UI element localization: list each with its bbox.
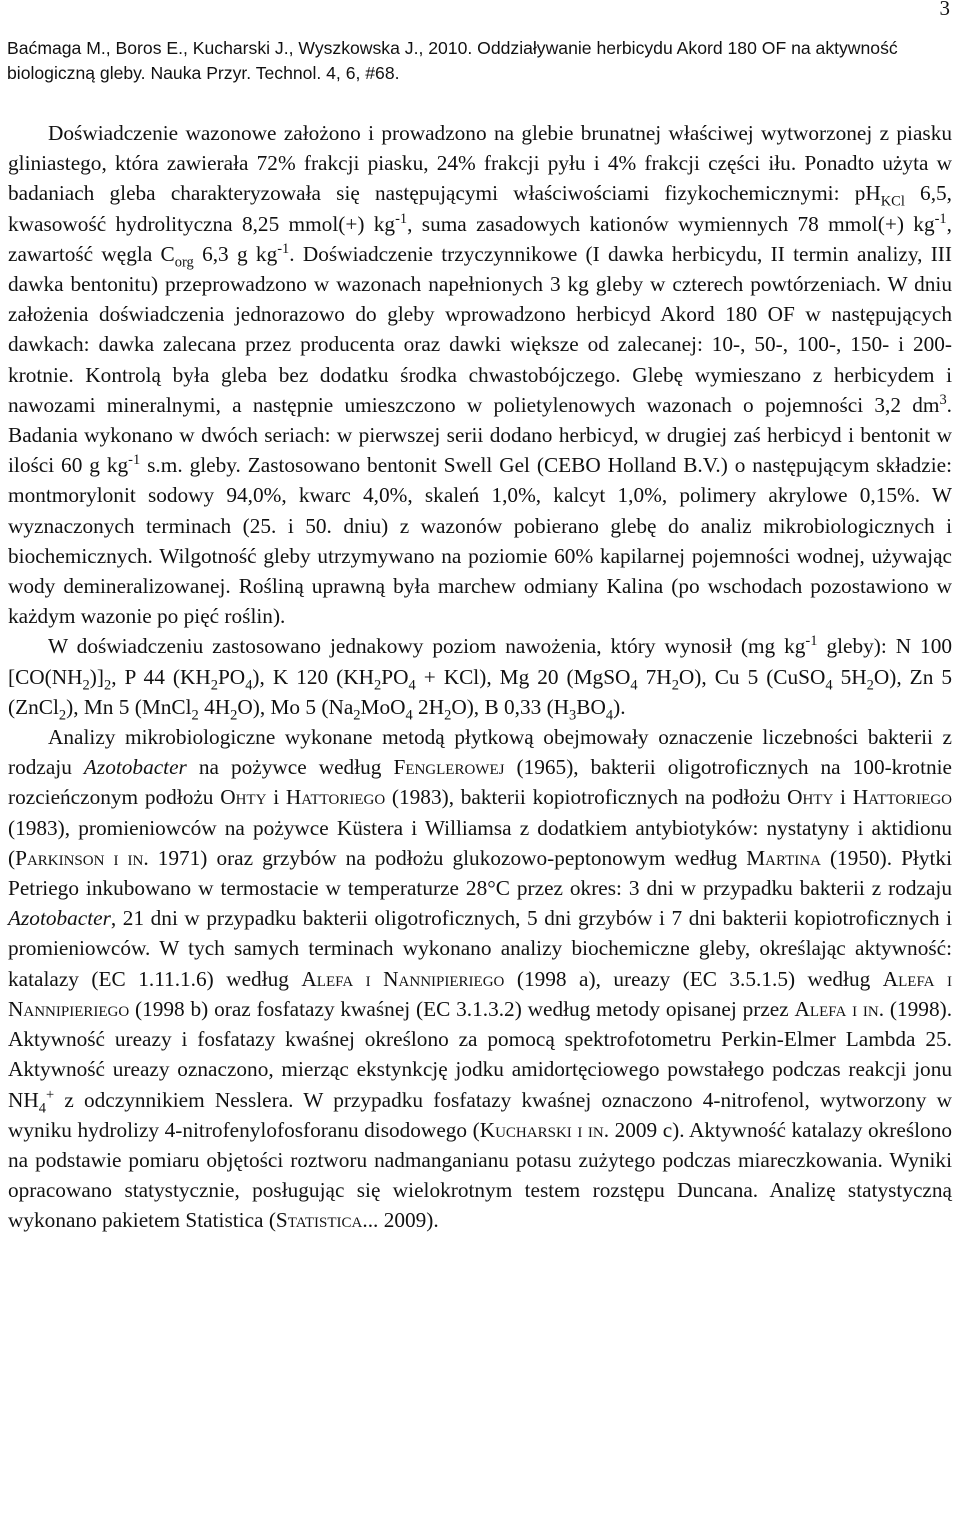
author-citation: Alefa i Nannipieriego (301, 966, 505, 991)
author-citation: Martina (746, 845, 821, 870)
author-citation: Ohty (787, 785, 834, 810)
paragraph-methods (8, 118, 952, 631)
superscript: + (46, 1086, 55, 1103)
subscript: 2 (210, 676, 218, 693)
text-run: PO (381, 664, 409, 689)
text-run: . Doświadczenie trzyczynnikowe (I dawka herbicydu, II termin analizy, III dawka bentonitu) przeprowadzono w wazonach napełnionych 3 kg gleby w czterech powtórzeniach. W dniu założenia doświadczenia jednorazowo do gleby wprowadzono herbicyd Akord 180 OF w następujących dawkach: dawka zalecana przez producenta oraz dawki większe od zalecanej: 10-, 50-, 100-, 150- i 200-krotnie. Kontrolą była gleba bez dodatku środka chwastobójczego. Glebę wymieszano z herbicydem i nawozami mineralnymi, a następnie umieszczono w polietylenowych wazonach o pojemności 3,2 dm (8, 241, 952, 417)
author-citation: Alefa i Nannipieriego (8, 966, 952, 1021)
text-run: 6,3 g kg (193, 241, 278, 266)
paragraph-fertilization (8, 631, 952, 722)
text-run: ... 2009). (362, 1208, 439, 1233)
subscript: KCl (880, 193, 905, 210)
author-citation: Kucharski i in. (479, 1117, 610, 1142)
text-run: O), B 0,33 (H (451, 694, 570, 719)
text-run: i (266, 785, 286, 810)
subscript: 4 (630, 676, 638, 693)
citation-line-1: Baćmaga M., Boros E., Kucharski J., Wyszkowska J., 2010. Oddziaływanie herbicydu Akord 180 OF na aktywność (7, 38, 898, 58)
text-run: O), Cu 5 (CuSO (678, 664, 826, 689)
superscript: -1 (395, 210, 408, 227)
text-run: Doświadczenie wazonowe założono i prowadzono na glebie brunatnej właściwej wytworzonej z piasku gliniastego, która zawierała 72% frakcji piasku, 24% frakcji pyłu i 4% frakcji części iłu. Ponadto użyta w badaniach gleba charakteryzowała się następującymi właściwościami fizykochemicznymi: pH (8, 121, 952, 206)
page-number: 3 (939, 0, 950, 20)
text-run: (1983), promieniowców na pożywce Küstera i Williamsa z dodatkiem antybiotyków: nystatyny i aktidionu ( (8, 815, 952, 870)
superscript: -1 (805, 633, 818, 650)
subscript: 2 (671, 676, 679, 693)
italic-genus: Azotobacter (83, 755, 187, 780)
text-run: na pożywce według (186, 755, 394, 780)
subscript: 4 (825, 676, 833, 693)
italic-genus: Azotobacter (8, 906, 111, 931)
text-run: (1965), bakterii oligotroficznych na 100-krotnie rozcieńczonym podłożu (8, 755, 953, 810)
subscript: 2 (103, 676, 112, 693)
text-run: BO (576, 694, 606, 719)
text-run: PO (217, 664, 246, 689)
subscript: 2 (230, 707, 238, 724)
text-run: O), Mo 5 (Na (237, 694, 354, 719)
paragraph-analyses (8, 722, 952, 1235)
subscript: 2 (191, 707, 199, 724)
superscript: 3 (939, 391, 947, 408)
subscript: 4 (38, 1099, 46, 1116)
subscript: 4 (408, 676, 416, 693)
text-run: 4H (198, 694, 231, 719)
superscript: -1 (128, 452, 141, 469)
text-run: (1950). Płytki Petriego inkubowano w termostacie w temperaturze 28°C przez okres: 3 dni w przypadku bakterii z rodzaju (8, 845, 952, 901)
text-run: 7H (637, 664, 672, 689)
text-run: ), Mn 5 (MnCl (66, 694, 192, 719)
subscript: 4 (245, 676, 253, 693)
author-citation: Hattoriego (285, 785, 386, 810)
text-run: 1971) oraz grzybów na podłożu glukozowo-peptonowym według (148, 845, 747, 870)
text-run: (1998). Aktywność ureazy i fosfatazy kwaśnej określono za pomocą spektrofotometru Perkin-Elmer Lambda 25. Aktywność ureazy oznaczono, mierząc ekstynkcję jodku amidortęciowego powstałego podczas reakcji jonu NH (8, 996, 953, 1112)
subscript: 4 (405, 707, 413, 724)
subscript: 2 (58, 707, 67, 724)
author-citation: Alefa i in. (794, 996, 885, 1021)
citation-line-2: biologiczną gleby. Nauka Przyr. Technol. 4, 6, #68. (7, 63, 400, 83)
text-run: 2H (412, 694, 445, 719)
author-citation: Hattoriego (852, 785, 952, 810)
text-run: (1998 a), ureazy (EC 3.5.1.5) według (504, 966, 883, 991)
author-citation: Ohty (220, 785, 267, 810)
text-run: MoO (360, 694, 406, 719)
author-citation: Fenglerowej (393, 755, 505, 780)
text-run: s.m. gleby. Zastosowano bentonit Swell Gel (CEBO Holland B.V.) o następującym składzie: montmorylonit sodowy 94,0%, kwarc 4,0%, skaleń 1,0%, kalcyt 1,0%, polimery akrylowe 0,15%. W wyznaczonych terminach (25. i 50. dniu) z wazonów pobierano glebę do analiz mikrobiologicznych i biochemicznych. Wilgotność gleby utrzymywano na poziomie 60% kapilarnej pojemności wodnej, używając wody demineralizowanej. Rośliną uprawną była marchew odmiany Kalina (po wschodach pozostawiono w każdym wazonie po pięć roślin). (8, 453, 952, 629)
software-citation: Statistica (275, 1208, 363, 1233)
text-run: , 21 dni w przypadku bakterii oligotroficznych, 5 dni grzybów i 7 dni bakterii kopiotroficznych i promieniowców. W tych samych terminach wykonano analizy biochemiczne gleby, określając aktywność: katalazy (EC 1.11.1.6) według (8, 906, 952, 991)
superscript: -1 (277, 240, 290, 257)
text-run: + KCl), Mg 20 (MgSO (415, 664, 631, 689)
subscript: org (174, 254, 194, 271)
subscript: 2 (82, 676, 90, 693)
text-run: ), K 120 (KH (252, 664, 375, 689)
text-run: z odczynnikiem Nesslera. W przypadku fosfatazy kwaśnej oznaczono 4-nitrofenol, wytworzony w wyniku hydrolizy 4-nitrofenylofosforanu disodowego ( (8, 1087, 952, 1142)
text-run: 5H (832, 664, 867, 689)
text-run: , zawartość węgla C (8, 211, 952, 266)
text-run: i (833, 785, 853, 810)
text-run: (1983), bakterii kopiotroficznych na podłożu (385, 785, 788, 810)
text-run: W doświadczeniu zastosowano jednakowy poziom nawożenia, który wynosił (mg kg (48, 634, 806, 659)
subscript: 4 (605, 707, 614, 724)
text-run: (1998 b) oraz fosfatazy kwaśnej (EC 3.1.3.2) według metody opisanej przez (129, 996, 795, 1021)
text-run: 2009 c). Aktywność katalazy określono na podstawie pomiaru objętości roztworu nadmanganianu potasu zużytego podczas miareczkowania. Wyniki opracowano statystycznie, posługując się wielokrotnym testem rozstępu Duncana. Analizę statystyczną wykonano pakietem Statistica ( (8, 1117, 953, 1233)
author-citation: Parkinson i in. (15, 845, 149, 870)
text-run: , suma zasadowych kationów wymiennych 78 mmol(+) kg (407, 211, 935, 236)
text-run: . Badania wykonano w dwóch seriach: w pierwszej serii dodano herbicyd, w drugiej zaś herbicyd i bentonit w ilości 60 g kg (8, 392, 952, 478)
text-run: , P 44 (KH (111, 664, 211, 689)
article-body (8, 118, 952, 1236)
text-run: O), Zn 5 (ZnCl (8, 664, 952, 719)
text-run: ). (613, 694, 626, 719)
subscript: 2 (374, 676, 382, 693)
subscript: 2 (866, 676, 874, 693)
citation-header (7, 36, 952, 86)
text-run: 6,5, kwasowość hydrolityczna 8,25 mmol(+) kg (8, 181, 952, 236)
text-run: gleby): N 100 [CO(NH (8, 634, 953, 689)
subscript: 3 (569, 707, 577, 724)
subscript: 2 (353, 707, 361, 724)
superscript: -1 (934, 210, 947, 227)
subscript: 2 (444, 707, 452, 724)
text-run: )] (89, 664, 104, 689)
text-run: Analizy mikrobiologiczne wykonane metodą płytkową obejmowały oznaczenie liczebności bakterii z rodzaju (8, 725, 952, 780)
